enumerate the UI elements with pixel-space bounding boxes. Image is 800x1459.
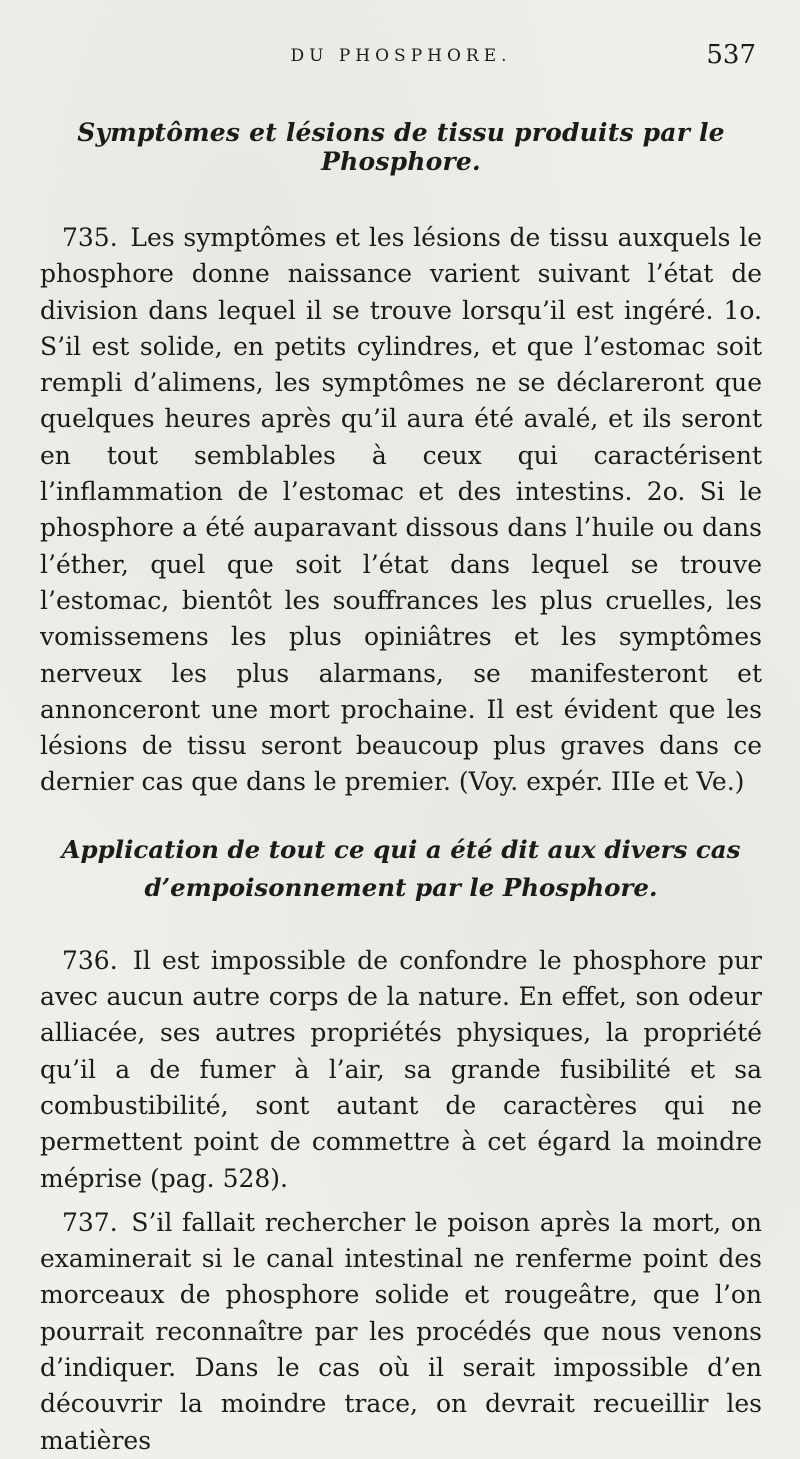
paragraph-number: 737. <box>62 1207 118 1237</box>
section-title: Symptômes et lésions de tissu produits par le Phosphore. <box>77 118 725 176</box>
paragraph-736 <box>40 943 762 1197</box>
running-head-title: DU PHOSPHORE. <box>290 46 512 66</box>
paragraph-737 <box>40 1205 762 1459</box>
page-number: 537 <box>706 40 756 70</box>
paragraph-number: 736. <box>62 945 118 975</box>
paragraph-text: S’il fallait rechercher le poison après la mort, on examinerait si le canal intestinal ne renferme point des morceaux de phosphore solide et rougeâtre, que l’on pourrait reconnaître par les procédés que nous venons d’indiquer. Dans le cas où il serait impossible d’en découvrir la moindre trace, on devrait recueillir les matières <box>40 1207 762 1455</box>
running-head <box>40 40 762 76</box>
subsection-title: Application de tout ce qui a été dit aux divers cas d’empoisonnement par le Phosphore. <box>61 834 741 902</box>
paragraph-number: 735. <box>62 223 118 252</box>
paragraph-text: Il est impossible de confondre le phosphore pur avec aucun autre corps de la nature. En effet, son odeur alliacée, ses autres propriétés physiques, la propriété qu’il a de fumer à l’air, sa grande fusibilité et sa combustibilité, sont autant de caractères qui ne permettent point de commettre à cet égard la moindre méprise (pag. 528). <box>40 945 762 1193</box>
paragraph-735 <box>40 220 762 801</box>
paragraph-text: Les symptômes et les lésions de tissu auxquels le phosphore donne naissance varient suivant l’état de division dans lequel il se trouve lorsqu’il est ingéré. 1o. S’il est solide, en petits cylindres, et que l’estomac soit rempli d’alimens, les symptômes ne se déclareront que quelques heures après qu’il aura été avalé, et ils seront en tout semblables à ceux qui caractérisent l’inflammation de l’estomac et des intestins. 2o. Si le phosphore a été auparavant dissous dans l’huile ou dans l’éther, quel que soit l’état dans lequel se trouve l’estomac, bientôt les souffrances les plus cruelles, les vomissemens les plus opiniâtres et les symptômes nerveux les plus alarmans, se manifesteront et annonceront une mort prochaine. Il est évident que les lésions de tissu seront beaucoup plus graves dans ce dernier cas que dans le premier. (Voy. expér. IIIe et Ve.) <box>40 223 762 797</box>
